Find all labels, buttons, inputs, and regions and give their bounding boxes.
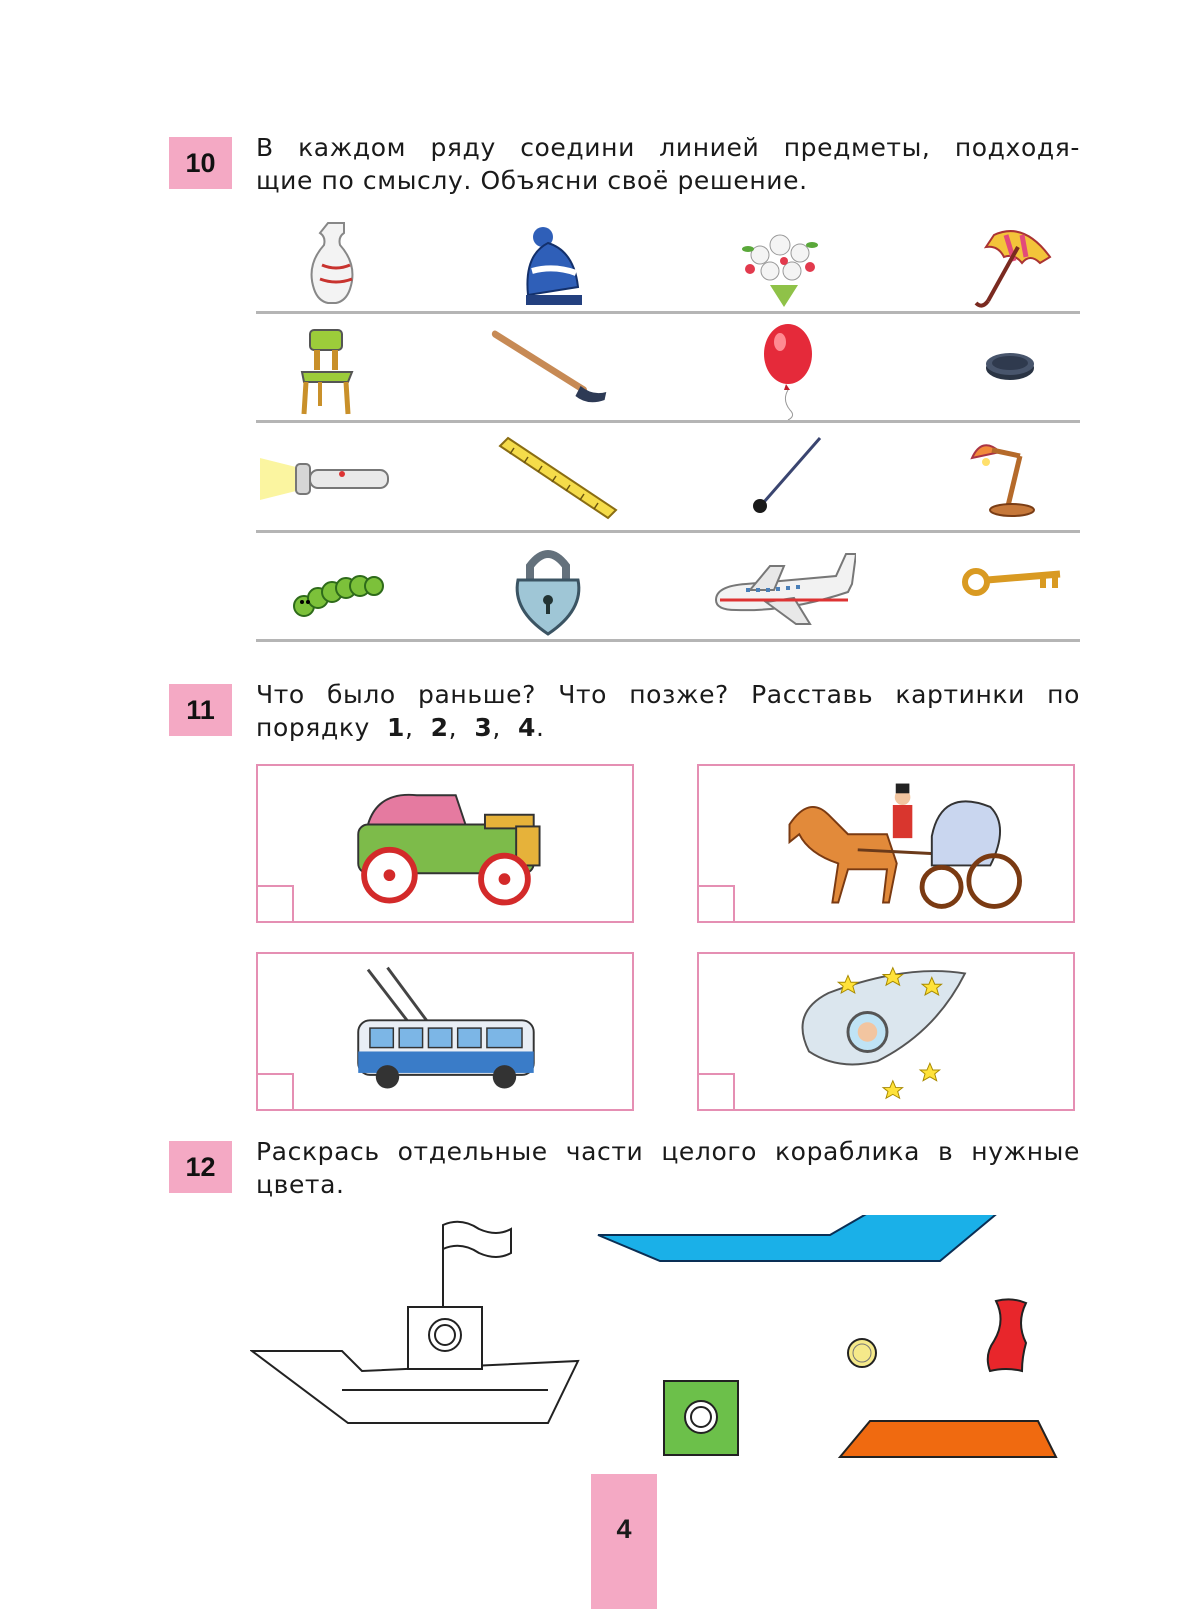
answer-box[interactable] bbox=[256, 885, 294, 923]
task-number-10: 10 bbox=[169, 137, 232, 189]
order-number-2: 2 bbox=[430, 713, 449, 742]
ship-part-red bbox=[988, 1299, 1026, 1371]
ship-coloring-area bbox=[250, 1215, 1090, 1475]
task-11-line-2: порядку 1, 2, 3, 4. bbox=[256, 713, 545, 742]
task-number-11: 11 bbox=[169, 684, 232, 736]
order-number-1: 1 bbox=[387, 713, 406, 742]
ruler-icon[interactable] bbox=[488, 428, 618, 528]
row-divider bbox=[256, 639, 1080, 642]
task-10-line-1: В каждом ряду соедини линией предметы, подходя- bbox=[256, 133, 1080, 162]
airplane-icon[interactable] bbox=[706, 540, 856, 640]
flashlight-icon[interactable] bbox=[256, 428, 396, 528]
horse-carriage-picture[interactable] bbox=[697, 764, 1075, 923]
pin-icon[interactable] bbox=[720, 428, 840, 528]
vase-icon[interactable] bbox=[266, 215, 386, 315]
chair-icon[interactable] bbox=[266, 320, 386, 420]
umbrella-icon[interactable] bbox=[948, 215, 1068, 315]
balloon-icon[interactable] bbox=[720, 320, 840, 420]
matching-row-3 bbox=[256, 428, 1080, 528]
task-number-12: 12 bbox=[169, 1141, 232, 1193]
padlock-icon[interactable] bbox=[488, 540, 608, 640]
vintage-car-picture[interactable] bbox=[256, 764, 634, 923]
ship-part-blue bbox=[598, 1215, 1024, 1261]
matching-row-1 bbox=[256, 215, 1080, 315]
answer-box[interactable] bbox=[697, 1073, 735, 1111]
answer-box[interactable] bbox=[256, 1073, 294, 1111]
task-10-text bbox=[256, 131, 1080, 197]
rocket-picture[interactable] bbox=[697, 952, 1075, 1111]
order-number-4: 4 bbox=[517, 713, 536, 742]
order-number-3: 3 bbox=[474, 713, 493, 742]
row-divider bbox=[256, 530, 1080, 533]
row-divider bbox=[256, 311, 1080, 314]
ship-outline bbox=[252, 1222, 578, 1423]
task-12-line-2: цвета. bbox=[256, 1170, 345, 1199]
hockey-puck-icon[interactable] bbox=[948, 320, 1068, 420]
caterpillar-icon[interactable] bbox=[276, 540, 396, 640]
task-12-text bbox=[256, 1135, 1080, 1201]
ship-part-orange bbox=[840, 1421, 1056, 1457]
hockey-stick-icon[interactable] bbox=[488, 320, 608, 420]
key-icon[interactable] bbox=[948, 540, 1068, 640]
page-number: 4 bbox=[591, 1474, 657, 1609]
matching-row-4 bbox=[256, 540, 1080, 640]
row-divider bbox=[256, 420, 1080, 423]
knit-hat-icon[interactable] bbox=[488, 215, 608, 315]
task-12-line-1: Раскрась отдельные части целого кораблика в нужные bbox=[256, 1137, 1080, 1166]
task-11-text bbox=[256, 678, 1080, 744]
answer-box[interactable] bbox=[697, 885, 735, 923]
trolleybus-picture[interactable] bbox=[256, 952, 634, 1111]
flower-bouquet-icon[interactable] bbox=[720, 215, 840, 315]
task-11-prefix: порядку bbox=[256, 713, 370, 742]
task-10-line-2: щие по смыслу. Объясни своё решение. bbox=[256, 166, 808, 195]
desk-lamp-icon[interactable] bbox=[948, 428, 1068, 528]
matching-row-2 bbox=[256, 320, 1080, 420]
task-11-line-1: Что было раньше? Что позже? Расставь картинки по bbox=[256, 680, 1080, 709]
